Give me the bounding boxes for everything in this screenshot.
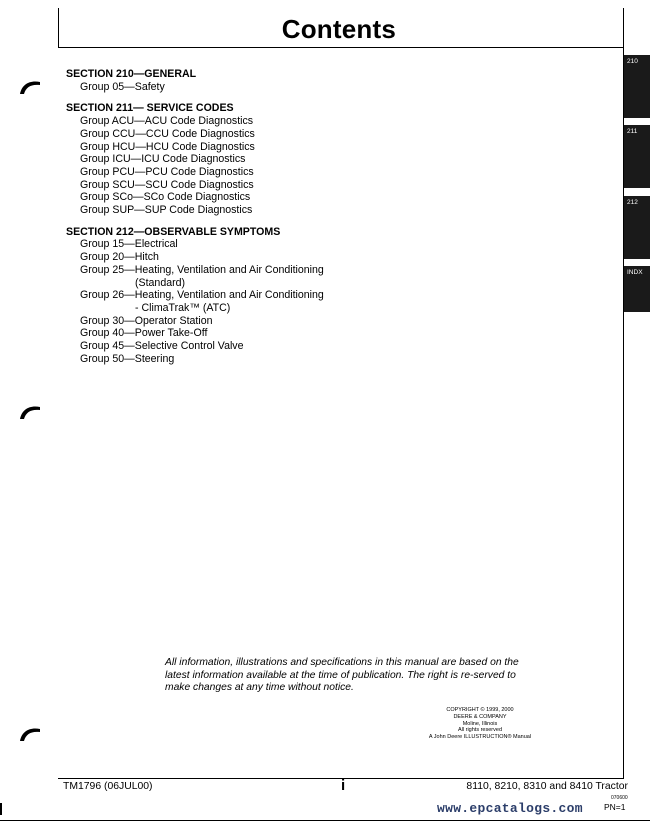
binder-mark-icon	[18, 725, 42, 743]
binder-mark-icon	[18, 78, 42, 96]
toc-entry[interactable]: Group SUP—SUP Code Diagnostics	[80, 204, 253, 217]
copyright-line: COPYRIGHT © 1999, 2000	[446, 707, 514, 713]
manual-id: TM1796 (06JUL00)	[63, 781, 153, 792]
frame-right-line	[623, 8, 624, 778]
toc-entry[interactable]: Group ACU—ACU Code Diagnostics	[80, 115, 254, 128]
toc-entry-continuation[interactable]: (Standard)	[135, 276, 186, 289]
product-name: 8110, 8210, 8310 and 8410 Tractor	[466, 781, 628, 792]
copyright-line: Moline, Illinois	[462, 720, 498, 727]
section-210	[66, 68, 396, 93]
toc-entry[interactable]: Group 05—Safety	[80, 80, 165, 93]
toc-entry[interactable]: Group SCo—SCo Code Diagnostics	[80, 191, 251, 204]
copyright-line: A John Deere ILLUSTRUCTION® Manual	[428, 734, 532, 741]
tab-212[interactable]: 212	[624, 196, 650, 259]
toc-entry[interactable]: Group 45—Selective Control Valve	[80, 340, 244, 353]
copyright-block	[400, 707, 560, 741]
toc-entry[interactable]: Group 40—Power Take-Off	[80, 327, 208, 340]
pn-label: PN=1	[604, 802, 626, 812]
copyright-line: All rights reserved	[457, 727, 503, 734]
section-212	[66, 226, 396, 366]
section-211	[66, 102, 396, 216]
disclaimer-notice: All information, illustrations and specifications in this manual are based on the latest information available at the time of publication. The right is re-served to make changes at any time without notice.	[165, 657, 519, 693]
section-heading[interactable]: SECTION 210—GENERAL	[66, 68, 197, 80]
toc-entry-continuation[interactable]: - ClimaTrak™ (ATC)	[135, 301, 231, 314]
table-of-contents	[66, 68, 396, 374]
copyright-line: DEERE & COMPANY	[453, 713, 507, 720]
tab-210[interactable]: 210	[624, 55, 650, 118]
tab-index[interactable]: INDX	[624, 266, 650, 312]
toc-entry[interactable]: Group 15—Electrical	[80, 238, 178, 251]
toc-entry[interactable]: Group 26—Heating, Ventilation and Air Conditioning	[80, 289, 324, 302]
toc-entry[interactable]: Group 20—Hitch	[80, 251, 159, 264]
page-title: Contents	[281, 14, 396, 44]
toc-entry[interactable]: Group ICU—ICU Code Diagnostics	[80, 153, 246, 166]
toc-entry[interactable]: Group 25—Heating, Ventilation and Air Conditioning	[80, 263, 324, 276]
print-code: 070600	[611, 795, 628, 801]
toc-entry[interactable]: Group PCU—PCU Code Diagnostics	[80, 165, 254, 178]
toc-entry[interactable]: Group SCU—SCU Code Diagnostics	[80, 178, 254, 191]
bottom-rule	[0, 820, 650, 821]
watermark-link[interactable]: www.epcatalogs.com	[437, 801, 583, 816]
edge-tick	[0, 803, 2, 815]
section-heading[interactable]: SECTION 211— SERVICE CODES	[66, 102, 234, 115]
binder-mark-icon	[18, 403, 42, 421]
toc-entry[interactable]: Group 50—Steering	[80, 352, 175, 365]
section-heading[interactable]: SECTION 212—OBSERVABLE SYMPTOMS	[66, 225, 281, 238]
toc-entry[interactable]: Group HCU—HCU Code Diagnostics	[80, 140, 255, 153]
page-number: i	[341, 777, 346, 794]
header-rule	[58, 47, 624, 48]
toc-entry[interactable]: Group CCU—CCU Code Diagnostics	[80, 127, 255, 140]
toc-entry[interactable]: Group 30—Operator Station	[80, 314, 213, 327]
tab-211[interactable]: 211	[624, 125, 650, 188]
